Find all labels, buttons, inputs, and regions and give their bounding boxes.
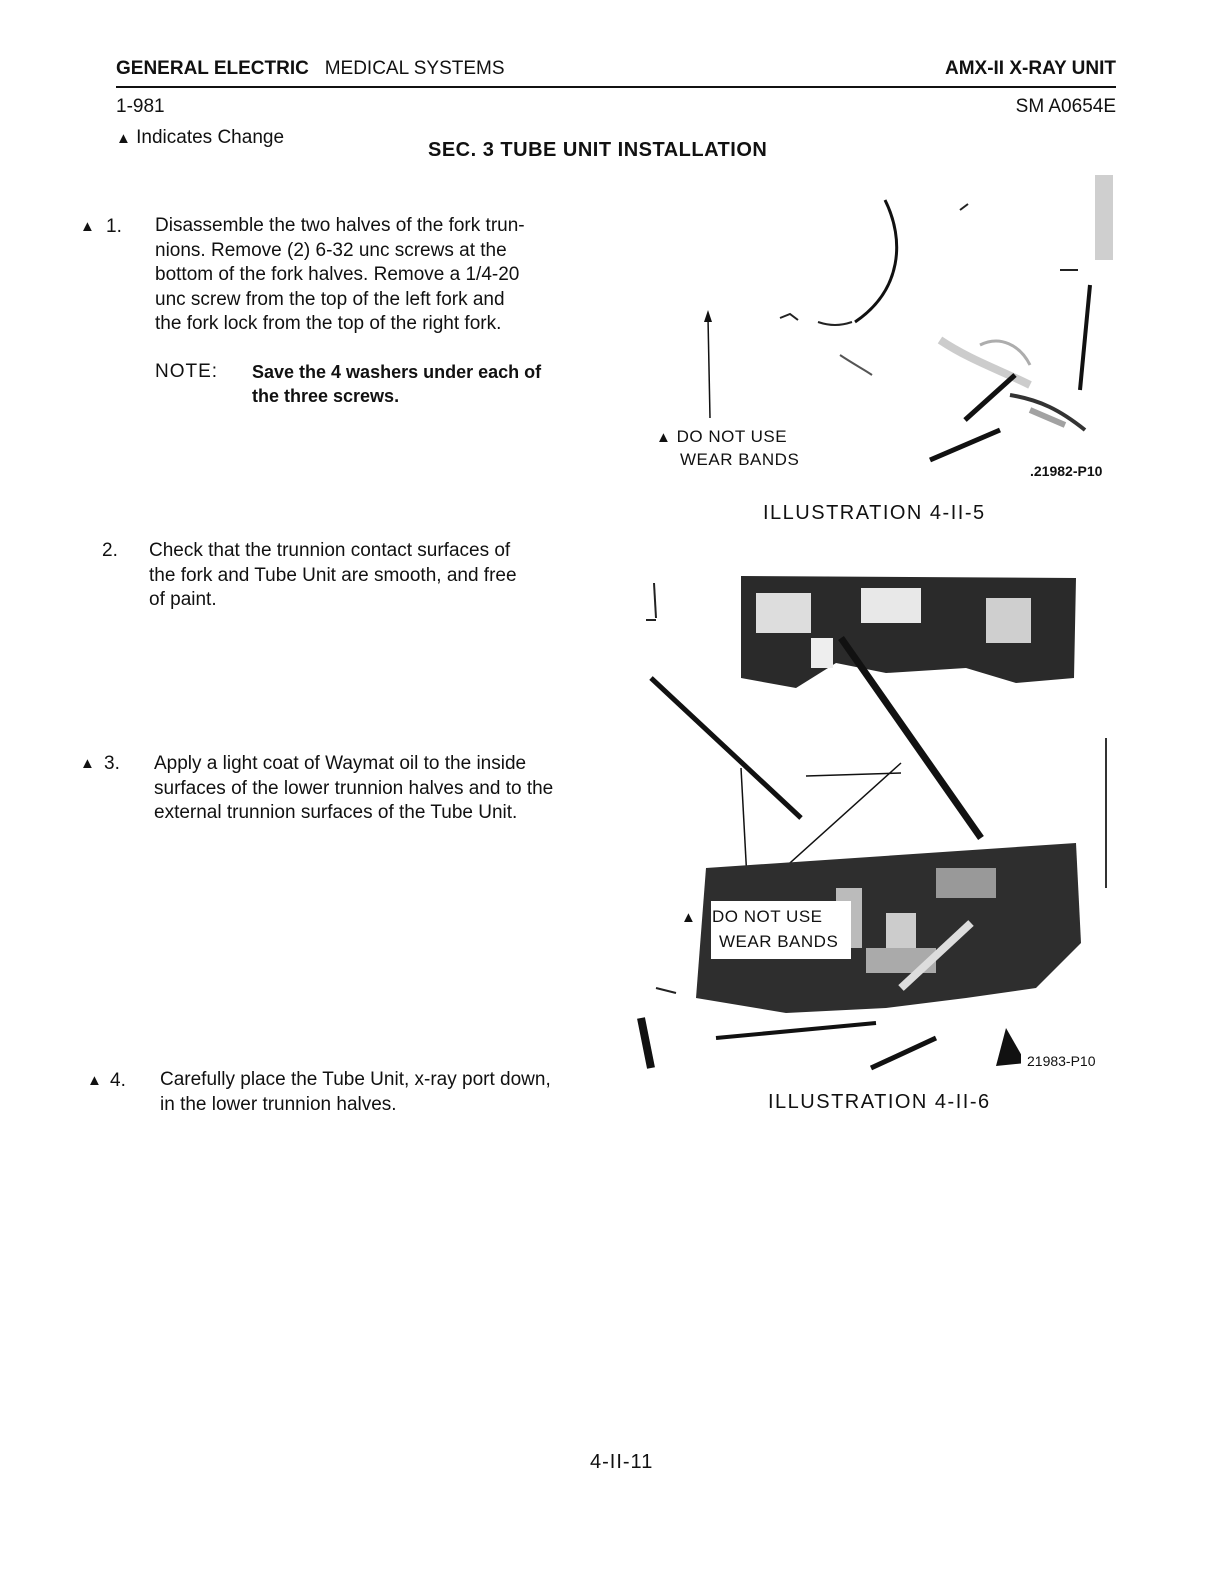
step-line: nions. Remove (2) 6-32 unc screws at the: [155, 239, 507, 261]
change-marker-icon: ▲: [87, 1072, 102, 1089]
step-line: Apply a light coat of Waymat oil to the inside: [154, 753, 527, 774]
step-number: 3.: [104, 753, 120, 774]
callout-line: WEAR BANDS: [719, 932, 839, 951]
step-line: unc screw from the top of the left fork and: [155, 288, 505, 310]
manual-number: SM A0654E: [1015, 96, 1116, 117]
step-line: surfaces of the lower trunnion halves and to the: [154, 777, 554, 799]
step-line: bottom of the fork halves. Remove a 1/4-20: [155, 264, 520, 285]
note-line: Save the 4 washers under each of: [252, 362, 542, 382]
revision-date: 1-981: [116, 96, 165, 117]
illustration-4-ii-6-callout: [681, 906, 838, 953]
illustration-4-ii-6-caption: ILLUSTRATION 4-II-6: [768, 1091, 991, 1113]
step-line: Carefully place the Tube Unit, x-ray port down,: [160, 1069, 551, 1090]
section-title: SEC. 3 TUBE UNIT INSTALLATION: [428, 139, 768, 161]
header-left: [116, 58, 505, 80]
change-marker-icon: ▲: [656, 429, 672, 446]
step-line: of paint.: [149, 589, 217, 610]
change-legend: [116, 127, 284, 149]
illustration-4-ii-6-photo: [636, 568, 1116, 1078]
step-1-text: [155, 214, 615, 337]
callout-line: DO NOT USE: [676, 427, 788, 446]
page-number: 4-II-11: [590, 1451, 654, 1473]
illustration-4-ii-5-callout: [656, 426, 799, 471]
note-label: NOTE:: [155, 361, 219, 382]
change-marker-icon: ▲: [80, 218, 95, 235]
callout-line: WEAR BANDS: [680, 450, 800, 469]
step-2-text: [149, 539, 609, 613]
company-name: GENERAL ELECTRIC: [116, 58, 309, 79]
division-name: MEDICAL SYSTEMS: [324, 58, 505, 79]
pointer-line: [708, 318, 710, 418]
step-line: the fork lock from the top of the right fork.: [155, 313, 502, 334]
note-text: [252, 360, 541, 408]
step-2-number: 2.: [102, 540, 118, 561]
illustration-4-ii-5-code: .21982-P10: [1030, 463, 1103, 479]
step-number: 1.: [106, 216, 122, 237]
header-rule: [116, 86, 1116, 88]
callout-line: DO NOT USE: [712, 907, 823, 926]
fork-edge-shape: [855, 200, 897, 322]
step-4-text: [160, 1068, 630, 1117]
step-number: 4.: [110, 1070, 126, 1091]
step-3-text: [154, 752, 624, 826]
product-name: AMX-II X-RAY UNIT: [944, 58, 1116, 79]
illustration-4-ii-6-code: 21983-P10: [1027, 1053, 1096, 1069]
note-line: the three screws.: [252, 386, 400, 406]
illustration-4-ii-5-caption: ILLUSTRATION 4-II-5: [763, 502, 986, 524]
change-marker-icon: ▲: [80, 755, 95, 772]
step-line: the fork and Tube Unit are smooth, and free: [149, 564, 517, 586]
change-marker-icon: ▲: [681, 909, 697, 926]
step-line: external trunnion surfaces of the Tube Unit.: [154, 802, 518, 823]
step-line: Check that the trunnion contact surfaces of: [149, 540, 511, 561]
change-legend-text: Indicates Change: [136, 127, 285, 148]
change-marker-icon: ▲: [116, 130, 131, 147]
step-line: Disassemble the two halves of the fork trun-: [155, 215, 525, 236]
step-line: in the lower trunnion halves.: [160, 1093, 397, 1115]
